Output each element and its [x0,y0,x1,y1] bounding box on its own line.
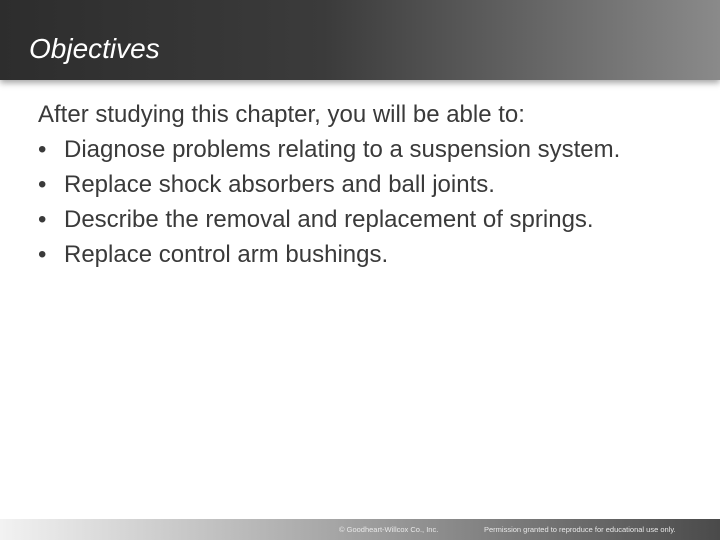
objectives-list [38,132,708,272]
list-item [38,167,708,202]
title-bar [0,0,720,80]
copyright-text: © Goodheart-Willcox Co., Inc. [339,525,439,534]
intro-text: After studying this chapter, you will be able to: [38,101,525,128]
list-item-text: Diagnose problems relating to a suspension system. [64,136,621,163]
bullet-icon: • [38,171,47,198]
slide-title: Objectives [29,33,160,64]
slide-content [38,97,708,272]
list-item [38,132,708,167]
list-item [38,237,708,272]
list-item-text: Describe the removal and replacement of springs. [64,206,594,233]
footer-bar [0,519,720,540]
bullet-icon: • [38,136,47,163]
list-item [38,202,708,237]
bullet-icon: • [38,206,47,233]
permission-text: Permission granted to reproduce for educational use only. [484,525,676,534]
list-item-text: Replace control arm bushings. [64,241,389,268]
list-item-text: Replace shock absorbers and ball joints. [64,171,495,198]
bullet-icon: • [38,241,47,268]
